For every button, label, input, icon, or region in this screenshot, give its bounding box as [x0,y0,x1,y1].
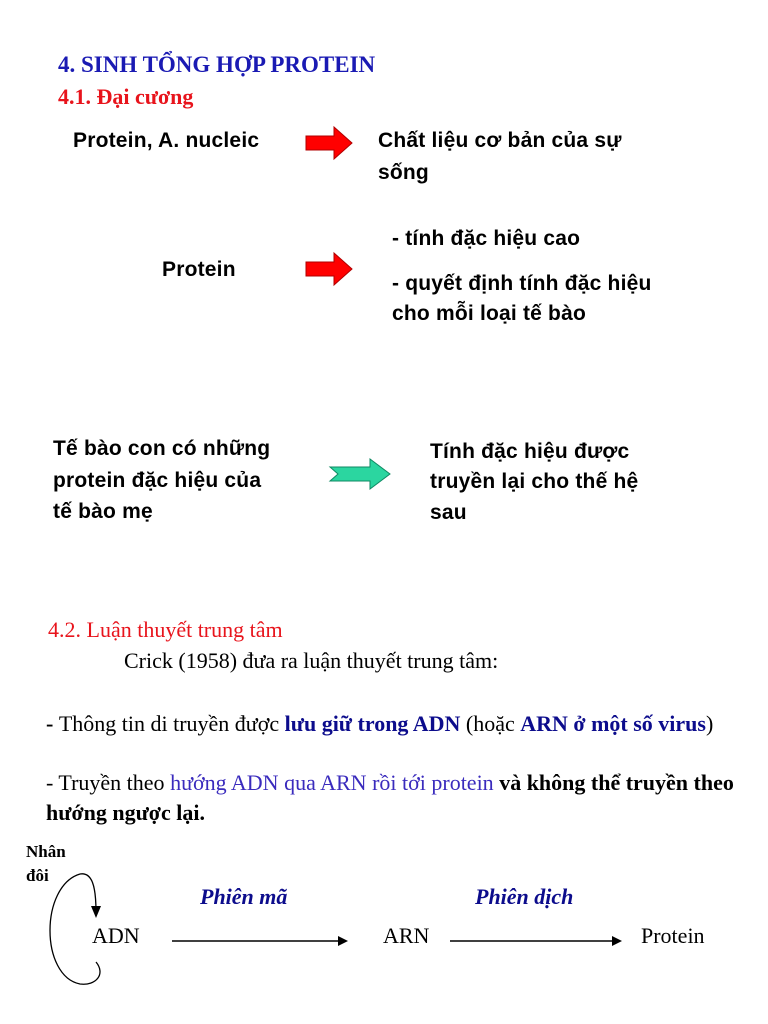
paragraph-direction [46,768,736,828]
text: không thể truyền theo hướng ngược lại. [46,770,734,825]
paragraph-storage [46,709,736,739]
red-arrow-icon [306,252,354,286]
bullet-specificity: - tính đặc hiệu cao [392,227,581,250]
rna-node: ARN [383,923,430,948]
section-title: 4. SINH TỔNG HỢP PROTEIN [58,52,376,77]
daughter-cell-line1: Tế bào con có những [53,437,271,460]
translation-label: Phiên dịch [475,884,574,909]
transcription-arrow [172,935,352,947]
highlight-direction: hướng ADN qua ARN rồi tới protein [170,770,494,795]
subsection-title-4-1: 4.1. Đại cương [58,84,194,109]
transcription-label: Phiên mã [200,884,288,909]
protein-nucleic-label: Protein, A. nucleic [73,129,260,152]
inherited-line3: sau [430,501,467,524]
crick-intro: Crick (1958) đưa ra luận thuyết trung tâm: [124,648,499,673]
protein-node: Protein [641,923,705,948]
inherited-line1: Tính đặc hiệu được [430,440,630,463]
replication-line2: đôi [26,866,49,885]
replication-line1: Nhân [26,842,66,861]
text: (hoặc [460,711,521,736]
translation-arrow [450,935,628,947]
text: Thông tin di truyền được [58,711,285,736]
dash: - [46,711,59,736]
basic-material-line2: sống [378,161,429,184]
text: ) [705,711,714,736]
text: và [493,770,527,795]
red-arrow-icon [306,125,354,161]
daughter-cell-line3: tế bào mẹ [53,500,153,523]
bullet-decide-line2: cho mỗi loại tế bào [392,302,586,325]
protein-label: Protein [162,258,236,281]
text: - Truyền theo [46,770,171,795]
subsection-title-4-2: 4.2. Luận thuyết trung tâm [48,617,283,642]
bullet-decide-line1: - quyết định tính đặc hiệu [392,272,652,295]
dna-node: ADN [92,923,140,948]
highlight-dna: lưu giữ trong ADN [284,711,461,736]
green-arrow-icon [330,458,394,490]
basic-material-line1: Chất liệu cơ bản của sự [378,129,622,152]
highlight-rna-virus: ARN ở một số virus [520,711,706,736]
inherited-line2: truyền lại cho thế hệ [430,470,639,493]
daughter-cell-line2: protein đặc hiệu của [53,469,262,492]
